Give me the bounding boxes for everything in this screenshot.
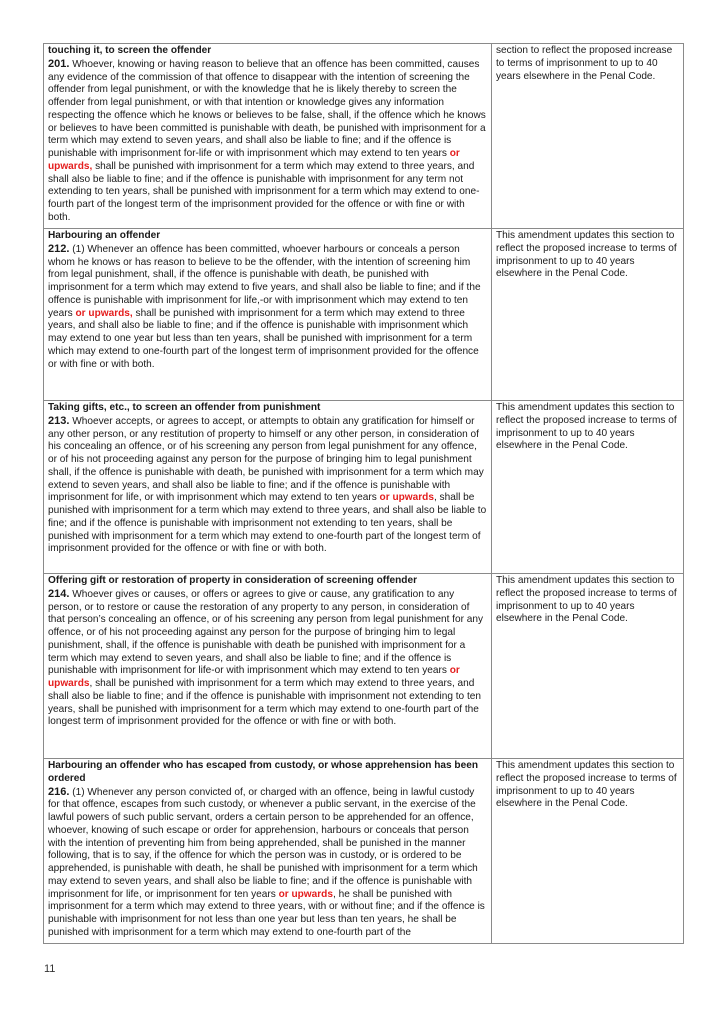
section-text: Whoever accepts, or agrees to accept, or attempts to obtain any gratification for himself or any other person, or any restitution of property to himself or any other person, in consideration of his concealing an offence, or of his screening any person from legal punishment for any offence, or of his not proceeding against any person for the purpose of bringing him to legal punishment shall, if the offence is punishable with death, be punished with imprisonment for a term which may extend to seven years, and shall also be liable to fine; and if the offence is punishable with imprisonment for life, or with imprisonment which may extend to ten years (48, 415, 484, 504)
section-heading: Harbouring an offender who has escaped from custody, or whose apprehension has been ordered (48, 760, 478, 784)
section-text-continued: , shall be punished with imprisonment for a term which may extend to three years, and shall also be liable to fine; and if the offence is punishable with imprisonment not extending to ten years, shall be punished with imprisonment for a term which may extend to one-fourth part of the longest term of imprisonment provided for the offence or with fine or with both. (48, 492, 487, 555)
section-text-continued: shall be punished with imprisonment for a term which may extend to three years, and shall also be liable to fine; and if the offence is punishable with imprisonment which may extend to one year but less than ten years, shall be punished with imprisonment for a term which may extend to one-fourth part of the longest term of imprisonment provided for the offence or with fine or with both. (48, 307, 479, 370)
section-text-continued: shall be punished with imprisonment for a term which may extend to three years, and shall also be liable to fine; and if the offence is punishable with imprisonment for any term not extending to ten years, shall be punished with imprisonment for a term which may extend to one-fourth part of the longest term of the imprisonment provided for the offence or with fine or with both. (48, 160, 480, 223)
amendment-table (43, 43, 684, 944)
table-row (44, 759, 684, 944)
section-number: 216. (48, 785, 70, 798)
explanatory-note: This amendment updates this section to reflect the proposed increase to terms of imprisonment to up to 40 years elsewhere in the Penal Code. (496, 760, 677, 810)
section-text: Whoever, knowing or having reason to believe that an offence has been committed, causes any evidence of the commission of that offence to disappear with the intention of screening the offender from legal punishment, or with the knowledge that he is likely thereby to screen the offender from legal punishment, or with that intention or knowledge gives any information respecting the offence which he knows or believes to be false, shall, if the offence which he knows or believes to have been committed is punishable with death, be punished with imprisonment for a term which may extend to seven years, and shall also be liable to fine; and if the offence is punishable with imprisonment for-life or with imprisonment which may extend to ten years (48, 58, 486, 159)
amendment-highlight: or upwards, (48, 148, 460, 172)
explanatory-note-cell (492, 574, 684, 759)
explanatory-note: This amendment updates this section to reflect the proposed increase to terms of imprisonment to up to 40 years elsewhere in the Penal Code. (496, 575, 677, 625)
table-row (44, 574, 684, 759)
explanatory-note: This amendment updates this section to reflect the proposed increase to terms of imprisonment to up to 40 years elsewhere in the Penal Code. (496, 230, 677, 280)
amendment-highlight: or upwards (278, 888, 333, 900)
explanatory-note: section to reflect the proposed increase to terms of imprisonment to up to 40 years elsewhere in the Penal Code. (496, 45, 673, 82)
explanatory-note-cell (492, 759, 684, 944)
table-row (44, 44, 684, 229)
section-number: 213. (48, 414, 70, 427)
law-text-cell (44, 229, 492, 401)
table-row (44, 401, 684, 574)
subsection-number: (1) (72, 786, 85, 798)
explanatory-note-cell (492, 401, 684, 574)
section-heading: Taking gifts, etc., to screen an offender from punishment (48, 402, 321, 413)
law-text-cell (44, 759, 492, 944)
section-text: Whoever gives or causes, or offers or agrees to give or cause, any gratification to any person, or to restore or cause the restoration of any property to any person, in consideration of that person’s concealing an offence, or of his screening any person from legal punishment for any offence, or of his not proceeding against any person for the purpose of bringing him to legal punishment, shall, if the offence is punishable with death be punished with imprisonment for a term which may extend to seven years, and shall also be liable to fine; and if the offence is punishable with imprisonment for life-or with imprisonment which may extend to ten years (48, 588, 484, 677)
explanatory-note-cell (492, 229, 684, 401)
section-number: 214. (48, 587, 70, 600)
law-text-cell (44, 401, 492, 574)
section-number: 212. (48, 242, 70, 255)
section-heading: touching it, to screen the offender (48, 45, 212, 56)
section-text: Whenever an offence has been committed, whoever harbours or conceals a person whom he knows or has reason to believe to be the offender, with the intention of screening him from legal punishment, shall, if the offence is punishable with death, be punished with imprisonment for a term which may extend to five years, and shall also be liable to fine; and if the offence is punishable with imprisonment for life,-or with imprisonment which may extend to ten years (48, 243, 481, 319)
section-heading: Harbouring an offender (48, 230, 161, 241)
section-text-continued: , shall be punished with imprisonment for a term which may extend to three years, and shall also be liable to fine; and if the offence is punishable with imprisonment not extending to ten years, shall be punished with imprisonment for a term which may extend to one-fourth part of the longest term of imprisonment provided for the offence or with fine or with both. (48, 678, 481, 728)
explanatory-note: This amendment updates this section to reflect the proposed increase to terms of imprisonment to up to 40 years elsewhere in the Penal Code. (496, 402, 677, 452)
subsection-number: (1) (72, 243, 85, 255)
table-row (44, 229, 684, 401)
amendment-highlight: or upwards (379, 492, 434, 504)
section-heading: Offering gift or restoration of property in consideration of screening offender (48, 575, 418, 586)
section-text: Whenever any person convicted of, or charged with an offence, being in lawful custody for that offence, escapes from such custody, or whenever a public servant, in the exercise of the lawful powers of such public servant, orders a certain person to be apprehended for an offence, whoever, knowing of such escape or order for apprehension, harbours or conceals that person with the intention of preventing him from being apprehended, shall be punished in the manner following, that is to say, if the offence for which the person was in custody, or is ordered to be apprehended, is punishable with death, he shall be punished with imprisonment for a term which may extend to seven years, and shall also be liable to fine; and if the offence is punishable with imprisonment for life, or imprisonment for ten years (48, 786, 478, 900)
section-number: 201. (48, 57, 70, 70)
amendment-highlight: or upwards (48, 665, 460, 689)
section-text-continued: , he shall be punished with imprisonment for a term which may extend to three years, with or without fine; and if the offence is punishable with imprisonment for not less than one year but less than ten years, he shall be punished with imprisonment for a term which may extend to one-fourth part of the (48, 888, 485, 938)
law-text-cell (44, 44, 492, 229)
law-text-cell (44, 574, 492, 759)
explanatory-note-cell (492, 44, 684, 229)
page-number: 11 (44, 963, 56, 975)
amendment-highlight: or upwards, (75, 307, 133, 319)
